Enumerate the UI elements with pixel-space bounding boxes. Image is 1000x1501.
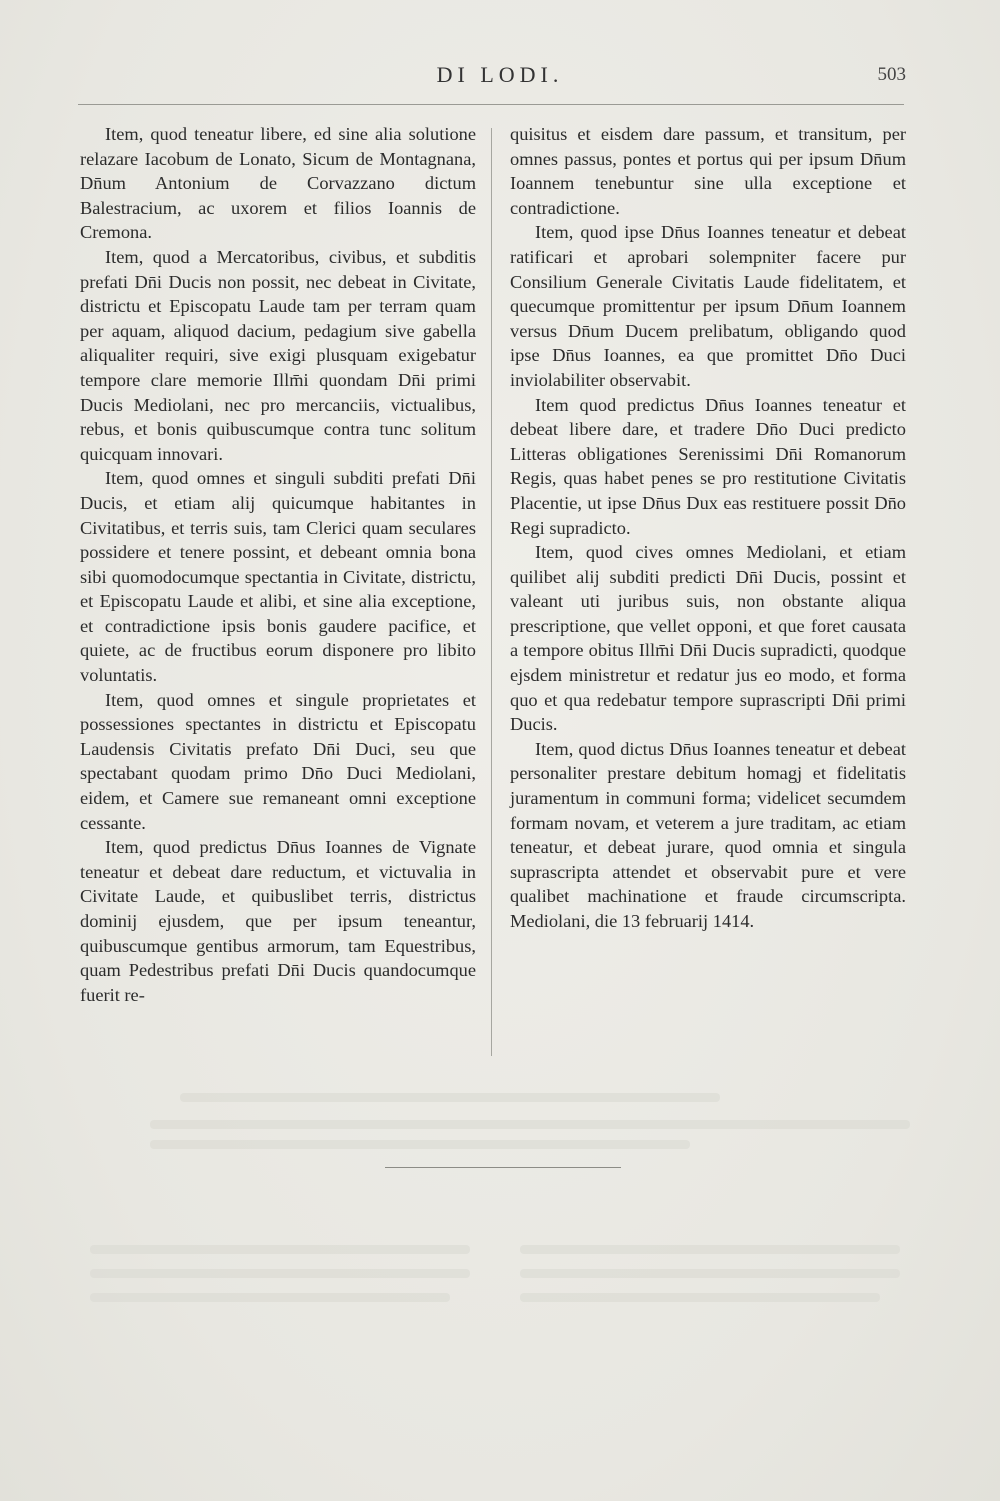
paragraph-continuation: quisitus et eisdem dare passum, et transitum, per omnes passus, pontes et portus qui per ipsum Dn̄um Ioannem tenebuntur sine ulla exceptione et contradictione. <box>510 124 906 218</box>
paragraph: Item, quod ipse Dn̄us Ioannes teneatur et debeat ratificari et aprobari solempniter facere pur Consilium Generale Civitatis Laude fidelitatem, et quecumque promittentur per ipsum Dn̄um Ioannem versus Dn̄um Ducem prelibatum, obligando quod ipse Dn̄us Ioannes, ea que promittet Dn̄o Duci inviolabiliter observabit. <box>510 222 906 390</box>
paragraph: Item, quod predictus Dn̄us Ioannes de Vignate teneatur et debeat dare reductum, et victuvalia in Civitate Laude, et quibuslibet terris, districtus dominij ejusdem, que per ipsum teneantur, quibuscumque gentibus armorum, tam Equestribus, quam Pedestribus prefati Dn̄i Ducis quandocumque fuerit re- <box>80 837 476 1005</box>
paragraph: Item, quod omnes et singuli subditi prefati Dn̄i Ducis, et etiam alij quicumque habitantes in Civitatibus, et terris suis, tam Clerici quam seculares possidere et tenere possint, et debeant omnia bona sibi quomodocumque spectantia in Civitate, districtu, et Episcopatu Laude et alibi, et sine alia exceptione, et contradictione ipsis bonis gaudere pacifice, et quiete, ac de fructibus eorum disponere pro libito voluntatis. <box>80 468 476 686</box>
running-head <box>0 62 1000 92</box>
show-through-texture <box>0 1085 1000 1485</box>
paragraph: Item, quod a Mercatoribus, civibus, et subditis prefati Dn̄i Ducis non possit, nec debeat in Civitate, districtu et Episcopatu Laude tam per terram quam per aquam, aliquod dacium, pedagium sive gabella aliqualiter requiri, sive exigi plusquam exigebatur tempore clare memorie Illm̄i quondam Dn̄i primi Ducis Mediolani, nec pro mercanciis, victualibus, rebus, et bonis quibuscumque contra tunc solitum quicquam innovari. <box>80 246 476 464</box>
header-rule <box>78 104 904 105</box>
left-column <box>80 122 476 1062</box>
paragraph: Item, quod dictus Dn̄us Ioannes teneatur et debeat personaliter prestare debitum homagj et fidelitatis juramentum in communi forma; videlicet secumdem formam novam, et veterem a jure traditam, ac etiam teneatur, et debeat jurare, quod omnia et singula suprascripta attendet et observabit pure et vere qualibet machinatione et fraude circumscripta. Mediolani, die 13 februarij 1414. <box>510 738 906 931</box>
column-divider <box>491 128 492 1056</box>
paragraph: Item quod predictus Dn̄us Ioannes teneatur et debeat libere dare, et tradere Dn̄o Duci predicto Litteras obligationes Serenissimi Dn̄i Romanorum Regis, quas habet penes se pro restitutione Civitatis Placentie, ut ipse Dn̄us Dux eas restituere possit Dn̄o Regi supradicto. <box>510 394 906 538</box>
page-number: 503 <box>877 64 906 85</box>
right-column <box>510 122 906 1062</box>
running-head-title: DI LODI. <box>436 62 564 87</box>
paragraph: Item, quod cives omnes Mediolani, et etiam quilibet alij subditi predicti Dn̄i Ducis, possint et valeant uti juribus suis, non obstante aliqua prescriptione, que vellet opponi, et que foret causata a tempore obitus Illm̄i Dn̄i Ducis supradicti, quodque ejsdem ministretur et redatur jus eo modo, et forma quo et qua redebatur tempore suprascripti Dn̄i primi Ducis. <box>510 542 906 735</box>
end-rule <box>385 1167 621 1168</box>
paragraph: Item, quod teneatur libere, ed sine alia solutione relazare Iacobum de Lonato, Sicum de Montagnana, Dn̄um Antonium de Corvazzano dictum Balestracium, ac uxorem et filios Ioannis de Cremona. <box>80 124 476 243</box>
paragraph: Item, quod omnes et singule proprietates et possessiones spectantes in districtu et Episcopatu Laudensis Civitatis prefato Dn̄i Duci, seu que spectabant quodam primo Dn̄o Duci Mediolani, eidem, et Camere sue remaneant omni exceptione cessante. <box>80 689 476 833</box>
